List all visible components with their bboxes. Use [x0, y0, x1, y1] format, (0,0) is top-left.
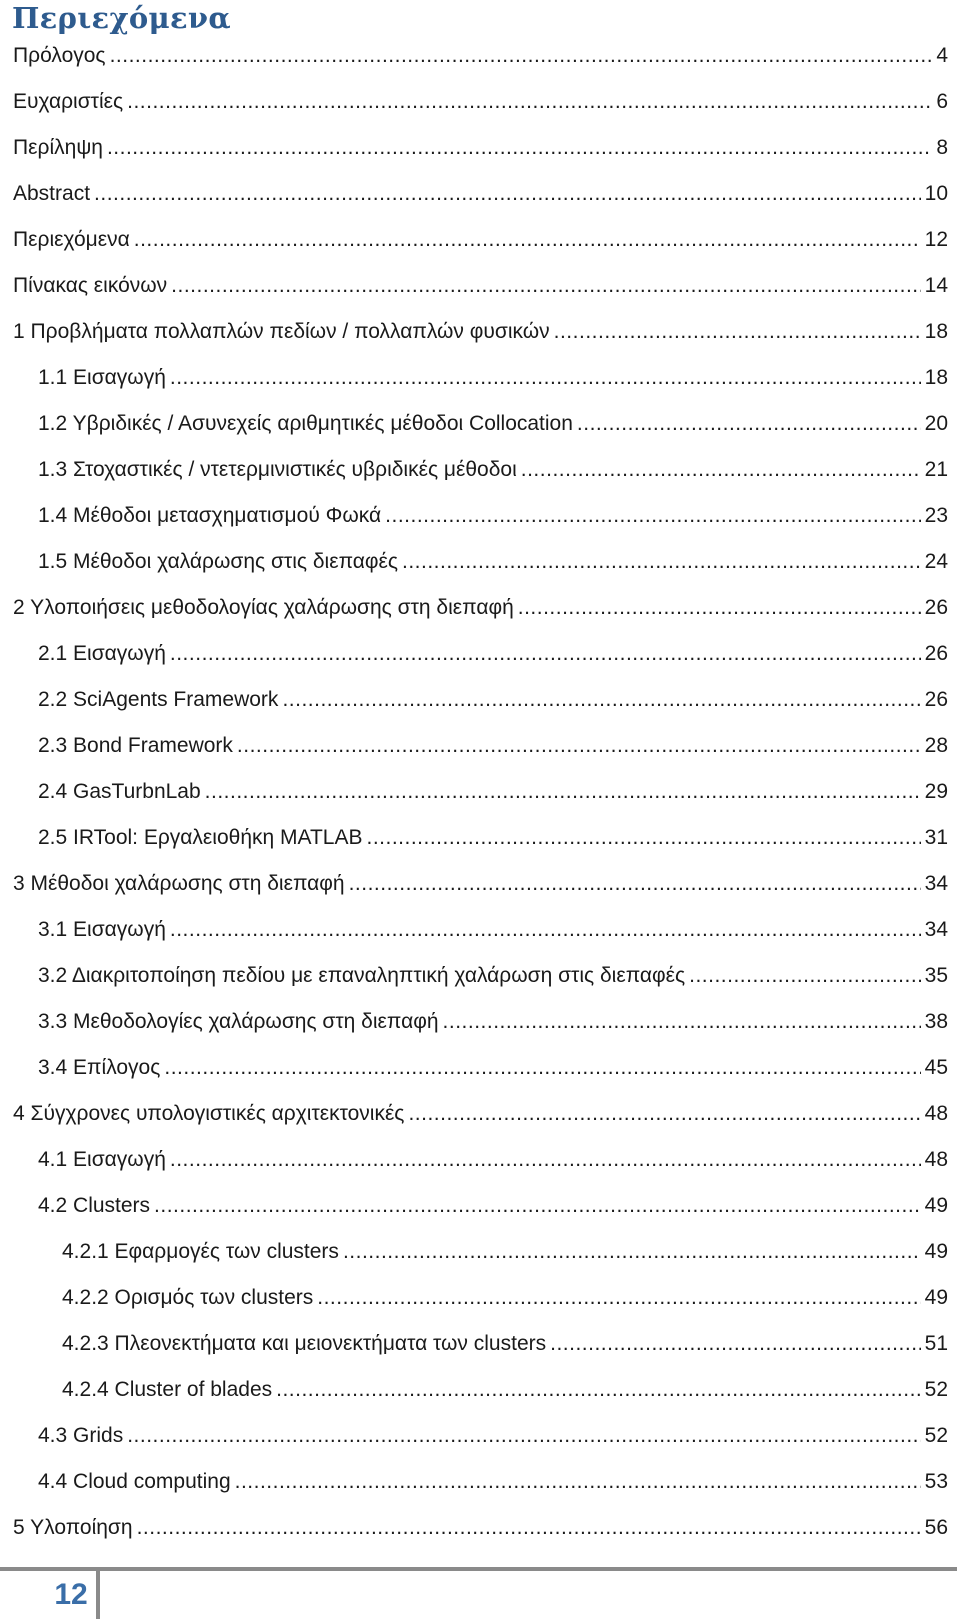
- toc-entry-title: 1.4 Μέθοδοι μετασχηματισμού Φωκά: [38, 504, 382, 527]
- toc-entry-page: 10: [924, 182, 948, 205]
- toc-entry[interactable]: [0, 1459, 960, 1505]
- toc-dot-leader: [408, 1091, 920, 1137]
- toc-entry[interactable]: [0, 263, 960, 309]
- page-number: 12: [54, 1578, 88, 1611]
- toc-entry-title: 1 Προβλήματα πολλαπλών πεδίων / πολλαπλών φυσικών: [13, 320, 550, 343]
- toc-entry-page: 23: [924, 504, 948, 527]
- toc-entry-title: Περιεχόμενα: [13, 228, 130, 251]
- toc-entry-page: 26: [924, 596, 948, 619]
- toc-entry-page: 26: [924, 642, 948, 665]
- toc-entry-title: 2.1 Εισαγωγή: [38, 642, 166, 665]
- toc-entry[interactable]: [0, 1505, 960, 1551]
- toc-entry-title: 1.5 Μέθοδοι χαλάρωσης στις διεπαφές: [38, 550, 398, 573]
- footer-rule: [0, 1567, 957, 1571]
- toc-entry[interactable]: [0, 1275, 960, 1321]
- footer-divider: [96, 1571, 100, 1619]
- toc-entry[interactable]: [0, 33, 960, 79]
- toc-entry-page: 53: [924, 1470, 948, 1493]
- toc-entry-title: 2.3 Bond Framework: [38, 734, 233, 757]
- toc-entry[interactable]: [0, 1367, 960, 1413]
- toc-entry[interactable]: [0, 1321, 960, 1367]
- toc-dot-leader: [237, 723, 921, 769]
- toc-entry-title: 5 Υλοποίηση: [13, 1516, 133, 1539]
- toc-dot-leader: [154, 1183, 921, 1229]
- toc-entry-title: 3.2 Διακριτοποίηση πεδίου με επαναληπτική χαλάρωση στις διεπαφές: [38, 964, 686, 987]
- toc-entry-page: 48: [924, 1102, 948, 1125]
- toc-entry-page: 52: [924, 1378, 948, 1401]
- toc-entry-page: 26: [924, 688, 948, 711]
- toc-entry[interactable]: [0, 999, 960, 1045]
- toc-entry[interactable]: [0, 861, 960, 907]
- toc-entry[interactable]: [0, 539, 960, 585]
- toc-entry-page: 56: [924, 1516, 948, 1539]
- toc-dot-leader: [276, 1367, 921, 1413]
- toc-entry[interactable]: [0, 1091, 960, 1137]
- toc-entry-page: 12: [924, 228, 948, 251]
- toc-entry[interactable]: [0, 309, 960, 355]
- toc-entry-page: 18: [924, 366, 948, 389]
- toc-entry-title: 1.3 Στοχαστικές / ντετερμινιστικές υβριδικές μέθοδοι: [38, 458, 517, 481]
- toc-entry[interactable]: [0, 1229, 960, 1275]
- toc-dot-leader: [366, 815, 920, 861]
- toc-entry[interactable]: [0, 585, 960, 631]
- toc-dot-leader: [317, 1275, 920, 1321]
- toc-entry[interactable]: [0, 355, 960, 401]
- toc-dot-leader: [402, 539, 921, 585]
- toc-entry-title: 4.2 Clusters: [38, 1194, 151, 1217]
- toc-entry-page: 18: [924, 320, 948, 343]
- toc-entry[interactable]: [0, 907, 960, 953]
- toc-heading: Περιεχόμενα: [12, 1, 231, 35]
- toc-entry-title: 4.3 Grids: [38, 1424, 124, 1447]
- toc-entry[interactable]: [0, 171, 960, 217]
- toc-list: [0, 33, 960, 1551]
- toc-dot-leader: [577, 401, 921, 447]
- toc-entry-page: 34: [924, 872, 948, 895]
- toc-entry-title: 4.2.1 Εφαρμογές των clusters: [62, 1240, 339, 1263]
- toc-entry-page: 24: [924, 550, 948, 573]
- toc-entry-title: 2.4 GasTurbnLab: [38, 780, 201, 803]
- toc-entry[interactable]: [0, 401, 960, 447]
- toc-entry-title: Πίνακας εικόνων: [13, 274, 168, 297]
- toc-dot-leader: [127, 1413, 920, 1459]
- toc-dot-leader: [550, 1321, 921, 1367]
- toc-entry-title: 3.1 Εισαγωγή: [38, 918, 166, 941]
- toc-dot-leader: [137, 1505, 921, 1551]
- toc-dot-leader: [170, 355, 921, 401]
- toc-entry[interactable]: [0, 1413, 960, 1459]
- toc-entry-page: 49: [924, 1240, 948, 1263]
- toc-entry-title: 4 Σύγχρονες υπολογιστικές αρχιτεκτονικές: [13, 1102, 405, 1125]
- toc-dot-leader: [554, 309, 921, 355]
- toc-entry[interactable]: [0, 1045, 960, 1091]
- toc-dot-leader: [518, 585, 921, 631]
- toc-entry-title: Abstract: [13, 182, 91, 205]
- toc-entry-title: 2.5 IRTool: Εργαλειοθήκη MATLAB: [38, 826, 363, 849]
- toc-entry-title: Περίληψη: [13, 136, 103, 159]
- toc-dot-leader: [127, 79, 932, 125]
- toc-dot-leader: [94, 171, 921, 217]
- toc-entry-page: 31: [924, 826, 948, 849]
- toc-entry-title: 4.2.4 Cluster of blades: [62, 1378, 273, 1401]
- toc-entry-page: 38: [924, 1010, 948, 1033]
- toc-entry-page: 35: [924, 964, 948, 987]
- toc-entry-title: 1.1 Εισαγωγή: [38, 366, 166, 389]
- toc-entry-page: 45: [924, 1056, 948, 1079]
- toc-entry-page: 51: [924, 1332, 948, 1355]
- toc-dot-leader: [134, 217, 921, 263]
- toc-entry-title: Ευχαριστίες: [13, 90, 124, 113]
- toc-dot-leader: [385, 493, 920, 539]
- toc-entry-page: 8: [936, 136, 948, 159]
- toc-entry[interactable]: [0, 953, 960, 999]
- toc-entry-page: 20: [924, 412, 948, 435]
- toc-entry-title: 2 Υλοποιήσεις μεθοδολογίας χαλάρωσης στη διεπαφή: [13, 596, 514, 619]
- toc-dot-leader: [171, 263, 920, 309]
- toc-entry[interactable]: [0, 447, 960, 493]
- toc-entry-title: 4.2.2 Ορισμός των clusters: [62, 1286, 314, 1309]
- toc-dot-leader: [205, 769, 921, 815]
- toc-entry-page: 6: [936, 90, 948, 113]
- toc-entry[interactable]: [0, 677, 960, 723]
- toc-dot-leader: [110, 33, 933, 79]
- toc-entry-page: 48: [924, 1148, 948, 1171]
- toc-entry[interactable]: [0, 815, 960, 861]
- toc-entry[interactable]: [0, 723, 960, 769]
- toc-entry-title: 2.2 SciAgents Framework: [38, 688, 279, 711]
- toc-entry-page: 49: [924, 1286, 948, 1309]
- toc-entry[interactable]: [0, 79, 960, 125]
- toc-dot-leader: [443, 999, 921, 1045]
- toc-dot-leader: [170, 631, 921, 677]
- toc-entry[interactable]: [0, 1137, 960, 1183]
- toc-entry-page: 29: [924, 780, 948, 803]
- toc-dot-leader: [170, 907, 921, 953]
- toc-entry[interactable]: [0, 769, 960, 815]
- toc-entry-page: 34: [924, 918, 948, 941]
- toc-entry[interactable]: [0, 125, 960, 171]
- toc-entry-title: 4.2.3 Πλεονεκτήματα και μειονεκτήματα των clusters: [62, 1332, 547, 1355]
- toc-entry-page: 49: [924, 1194, 948, 1217]
- toc-entry-title: 4.1 Εισαγωγή: [38, 1148, 166, 1171]
- toc-entry-page: 4: [936, 44, 948, 67]
- toc-dot-leader: [689, 953, 921, 999]
- toc-dot-leader: [343, 1229, 921, 1275]
- toc-entry-title: 1.2 Υβριδικές / Ασυνεχείς αριθμητικές μέθοδοι Collocation: [38, 412, 573, 435]
- toc-entry[interactable]: [0, 217, 960, 263]
- toc-entry-page: 28: [924, 734, 948, 757]
- toc-dot-leader: [164, 1045, 920, 1091]
- toc-entry-title: 4.4 Cloud computing: [38, 1470, 231, 1493]
- toc-entry-title: Πρόλογος: [13, 44, 106, 67]
- toc-dot-leader: [282, 677, 920, 723]
- toc-entry-title: 3 Μέθοδοι χαλάρωσης στη διεπαφή: [13, 872, 345, 895]
- toc-dot-leader: [170, 1137, 921, 1183]
- toc-entry-page: 21: [924, 458, 948, 481]
- toc-dot-leader: [521, 447, 921, 493]
- toc-entry-page: 14: [924, 274, 948, 297]
- toc-dot-leader: [235, 1459, 921, 1505]
- toc-entry[interactable]: [0, 631, 960, 677]
- toc-dot-leader: [107, 125, 932, 171]
- toc-entry[interactable]: [0, 1183, 960, 1229]
- toc-entry[interactable]: [0, 493, 960, 539]
- toc-entry-title: 3.3 Μεθοδολογίες χαλάρωσης στη διεπαφή: [38, 1010, 439, 1033]
- toc-dot-leader: [349, 861, 921, 907]
- toc-entry-title: 3.4 Επίλογος: [38, 1056, 161, 1079]
- toc-entry-page: 52: [924, 1424, 948, 1447]
